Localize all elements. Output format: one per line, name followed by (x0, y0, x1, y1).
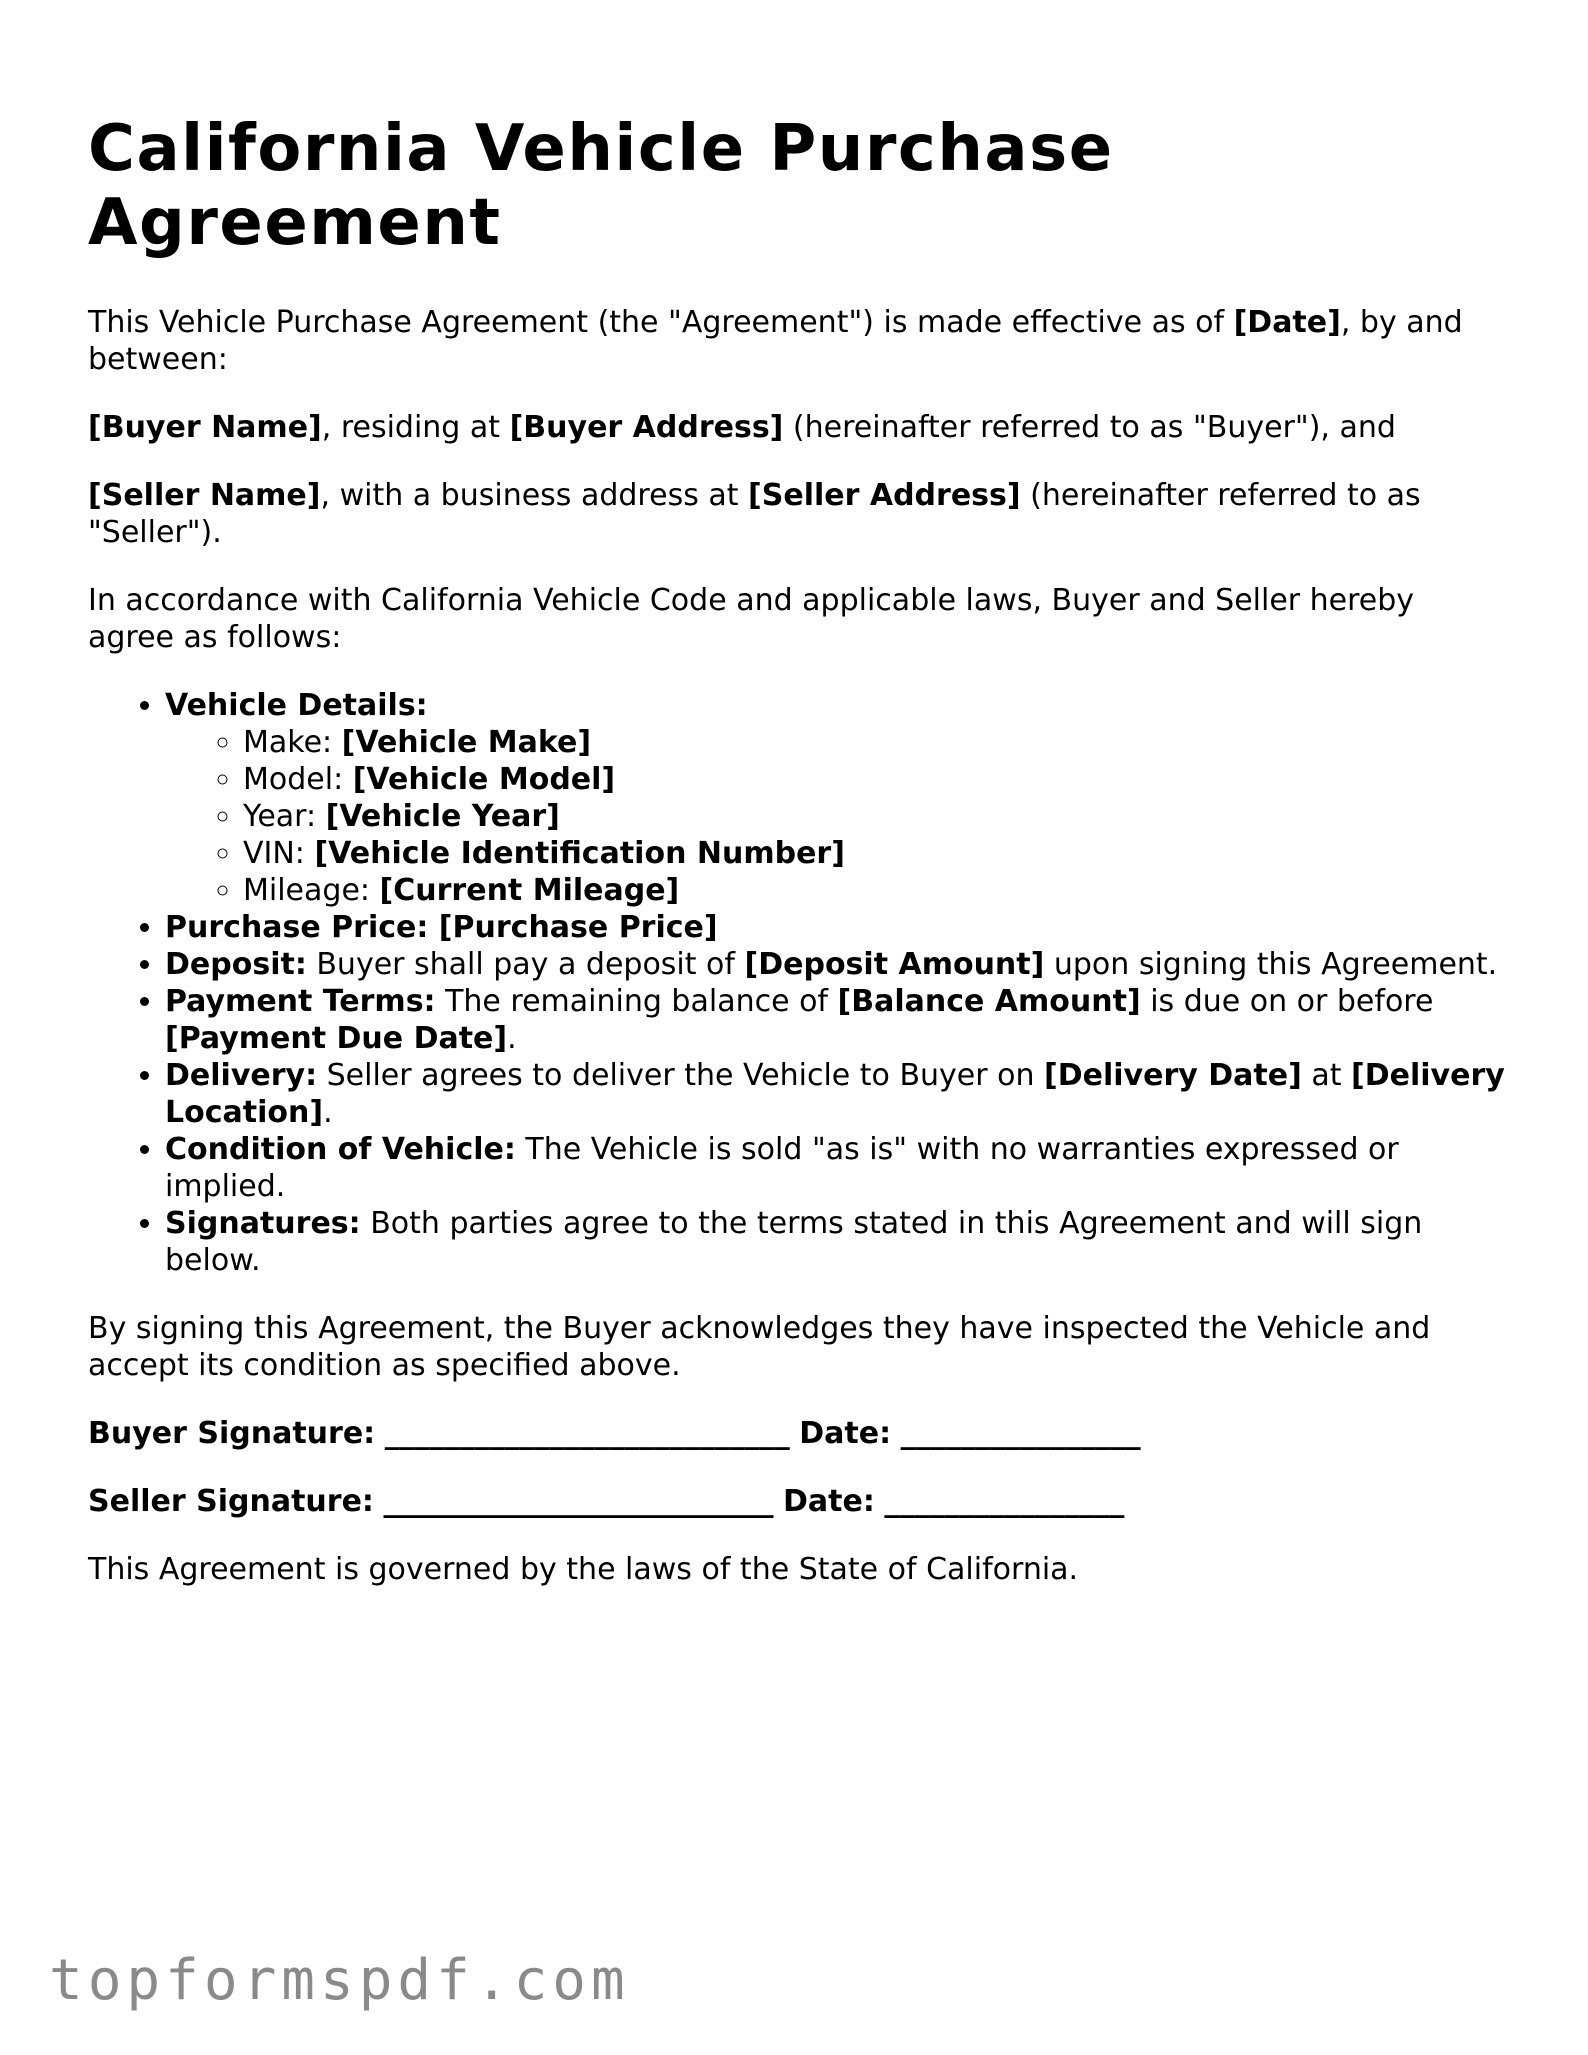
seller-name-placeholder: [Seller Name] (88, 478, 321, 513)
buyer-address-placeholder: [Buyer Address] (509, 410, 784, 445)
deposit-placeholder: [Deposit Amount] (744, 947, 1045, 982)
seller-address-placeholder: [Seller Address] (748, 478, 1021, 513)
seller-signature-line (88, 1483, 1508, 1520)
list-item-make (243, 724, 1508, 761)
intro-text-end: , by and between: (88, 305, 1463, 377)
intro-paragraph (88, 304, 1508, 378)
seller-text: , with a business address at (320, 478, 749, 513)
seller-date-label: Date: (783, 1484, 875, 1519)
delivery-text-mid: at (1301, 1058, 1352, 1093)
list-item-vin (243, 835, 1508, 872)
deposit-text-end: upon signing this Agreement. (1044, 947, 1498, 982)
seller-text-end: (hereinafter referred to as "Seller"). (88, 478, 1421, 550)
list-item-signatures (165, 1205, 1508, 1279)
watermark: topformspdf.com (49, 1948, 630, 2013)
model-label: Model: (243, 762, 353, 797)
mileage-placeholder: [Current Mileage] (379, 873, 680, 908)
list-item-delivery (165, 1057, 1508, 1131)
year-label: Year: (243, 799, 326, 834)
buyer-signature-label: Buyer Signature: (88, 1416, 376, 1451)
delivery-label: Delivery: (165, 1058, 318, 1093)
signatures-text: Both parties agree to the terms stated in this Agreement and will sign below. (165, 1206, 1423, 1278)
buyer-date-label: Date: (799, 1416, 892, 1451)
buyer-paragraph (88, 409, 1508, 446)
payment-due-placeholder: [Payment Due Date] (165, 1021, 508, 1056)
list-item-vehicle-details (165, 687, 1508, 909)
delivery-date-placeholder: [Delivery Date] (1044, 1058, 1302, 1093)
list-item-payment-terms (165, 983, 1508, 1057)
year-placeholder: [Vehicle Year] (325, 799, 560, 834)
list-item-mileage (243, 872, 1508, 909)
terms-list (88, 687, 1508, 1279)
seller-signature-label: Seller Signature: (88, 1484, 374, 1519)
deposit-text: Buyer shall pay a deposit of (306, 947, 745, 982)
vin-label: VIN: (243, 836, 315, 871)
governing-law-paragraph: This Agreement is governed by the laws of the State of California. (88, 1552, 1079, 1587)
payment-text: The remaining balance of (435, 984, 838, 1019)
list-item-deposit (165, 946, 1508, 983)
seller-signature-field[interactable]: __________________________ (383, 1484, 774, 1519)
accordance-paragraph: In accordance with California Vehicle Code and applicable laws, Buyer and Seller hereby agree as follows: (88, 583, 1415, 655)
balance-placeholder: [Balance Amount] (837, 984, 1141, 1019)
list-item-purchase-price (165, 909, 1508, 946)
delivery-location-placeholder: [Delivery Location] (165, 1058, 1505, 1130)
document-title: California Vehicle Purchase Agreement (88, 112, 1114, 260)
condition-text: The Vehicle is sold "as is" with no warranties expressed or implied. (165, 1132, 1399, 1204)
seller-date-field[interactable]: ________________ (884, 1484, 1125, 1519)
delivery-text: Seller agrees to deliver the Vehicle to Buyer on (317, 1058, 1045, 1093)
buyer-signature-field[interactable]: ___________________________ (384, 1416, 790, 1451)
vin-placeholder: [Vehicle Identification Number] (314, 836, 845, 871)
list-item-condition (165, 1131, 1508, 1205)
vehicle-details-label: Vehicle Details: (165, 688, 428, 723)
effective-date-placeholder: [Date] (1233, 305, 1341, 340)
model-placeholder: [Vehicle Model] (352, 762, 616, 797)
condition-label: Condition of Vehicle: (165, 1132, 516, 1167)
payment-text-end: . (507, 1021, 517, 1056)
intro-text: This Vehicle Purchase Agreement (the "Agreement") is made effective as of (88, 305, 1234, 340)
payment-terms-label: Payment Terms: (165, 984, 436, 1019)
document-page (88, 112, 1508, 1619)
buyer-text: , residing at (321, 410, 510, 445)
buyer-text-end: (hereinafter referred to as "Buyer"), and (783, 410, 1396, 445)
buyer-signature-line (88, 1415, 1508, 1452)
vehicle-details-list (165, 724, 1508, 909)
delivery-text-end: . (323, 1095, 333, 1130)
payment-text-mid: is due on or before (1140, 984, 1434, 1019)
seller-paragraph (88, 477, 1508, 551)
make-label: Make: (243, 725, 342, 760)
deposit-label: Deposit: (165, 947, 307, 982)
purchase-price-text: Purchase Price: [Purchase Price] (165, 910, 718, 945)
acknowledgment-paragraph: By signing this Agreement, the Buyer acknowledges they have inspected the Vehicle and accept its condition as specified above. (88, 1311, 1431, 1383)
list-item-model (243, 761, 1508, 798)
list-item-year (243, 798, 1508, 835)
buyer-date-field[interactable]: ________________ (900, 1416, 1141, 1451)
make-placeholder: [Vehicle Make] (341, 725, 592, 760)
signatures-label: Signatures: (165, 1206, 361, 1241)
buyer-name-placeholder: [Buyer Name] (88, 410, 322, 445)
mileage-label: Mileage: (243, 873, 380, 908)
